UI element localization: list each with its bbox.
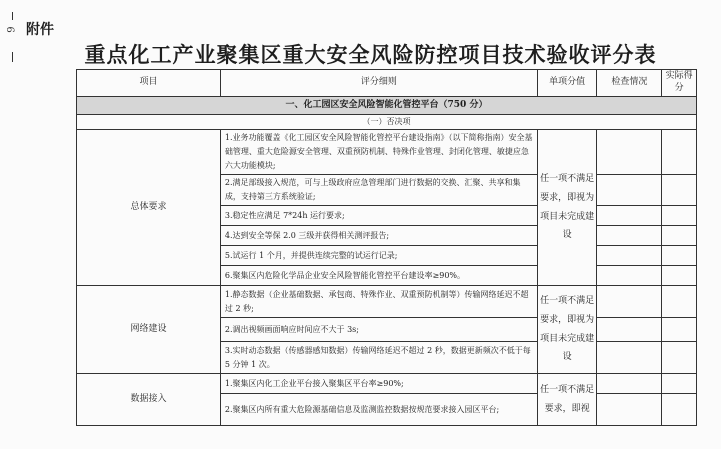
header-item-score: 单项分值	[537, 70, 597, 97]
rule-cell: 5.试运行 1 个月，并提供连续完整的试运行记录;	[220, 246, 537, 266]
header-rule: 评分细则	[220, 70, 537, 97]
subsection-row	[77, 115, 697, 130]
subsection-title: （一）否决项	[77, 115, 697, 130]
actual-score-cell[interactable]	[662, 175, 697, 206]
check-cell[interactable]	[597, 318, 662, 342]
rule-cell: 4.达到安全等保 2.0 三级并获得相关测评报告;	[220, 226, 537, 246]
actual-score-cell[interactable]	[662, 266, 697, 286]
page-number: 9	[6, 26, 18, 33]
rule-cell: 2.调出视频画面响应时间应不大于 3s;	[220, 318, 537, 342]
score-table	[76, 69, 697, 426]
rule-cell: 1.业务功能覆盖《化工园区安全风险智能化管控平台建设指南》（以下简称指南）安全基础管理、重大危险源安全管理、双重预防机制、特殊作业管理、封闭化管理、敏捷应急六大功能模块;	[220, 130, 537, 175]
actual-score-cell[interactable]	[662, 206, 697, 226]
project-cell: 数据接入	[77, 374, 221, 426]
rule-cell: 2.聚集区内所有重大危险源基础信息及监测监控数据按规范要求接入园区平台;	[220, 394, 537, 426]
score-note-cell: 任一项不满足要求，即视为项目未完成建设	[537, 130, 597, 286]
rule-cell: 6.聚集区内危险化学品企业安全风险智能化管控平台建设率≥90%。	[220, 266, 537, 286]
check-cell[interactable]	[597, 286, 662, 318]
table-row	[77, 286, 697, 318]
project-cell: 网络建设	[77, 286, 221, 374]
table-row	[77, 130, 697, 175]
actual-score-cell[interactable]	[662, 226, 697, 246]
check-cell[interactable]	[597, 206, 662, 226]
rule-cell: 3.实时动态数据（传感器感知数据）传输网络延迟不超过 2 秒，数据更新频次不低于每 5 分钟 1 次。	[220, 342, 537, 374]
actual-score-cell[interactable]	[662, 130, 697, 175]
project-cell: 总体要求	[77, 130, 221, 286]
check-cell[interactable]	[597, 130, 662, 175]
check-cell[interactable]	[597, 394, 662, 426]
rule-cell: 2.满足部级接入规范，可与上级政府应急管理部门进行数据的交换、汇聚、共享和集成，支持第三方系统验证;	[220, 175, 537, 206]
actual-score-cell[interactable]	[662, 342, 697, 374]
check-cell[interactable]	[597, 266, 662, 286]
check-cell[interactable]	[597, 246, 662, 266]
table-row	[77, 374, 697, 394]
header-check: 检查情况	[597, 70, 662, 97]
check-cell[interactable]	[597, 226, 662, 246]
attachment-label: 附件	[26, 22, 54, 38]
score-note-cell: 任一项不满足要求，即视	[537, 374, 597, 426]
actual-score-cell[interactable]	[662, 286, 697, 318]
actual-score-cell[interactable]	[662, 246, 697, 266]
rule-cell: 1.静态数据（企业基础数据、承包商、特殊作业、双重预防机制等）传输网络延迟不超过 2 秒;	[220, 286, 537, 318]
section-title: 一、化工园区安全风险智能化管控平台（750 分）	[77, 97, 697, 115]
check-cell[interactable]	[597, 342, 662, 374]
section-row	[77, 97, 697, 115]
actual-score-cell[interactable]	[662, 394, 697, 426]
check-cell[interactable]	[597, 175, 662, 206]
header-project: 项目	[77, 70, 221, 97]
rule-cell: 1.聚集区内化工企业平台接入聚集区平台率≥90%;	[220, 374, 537, 394]
actual-score-cell[interactable]	[662, 374, 697, 394]
header-actual-score: 实际得分	[662, 70, 697, 97]
margin-tick	[12, 12, 13, 20]
table-header-row	[77, 70, 697, 97]
check-cell[interactable]	[597, 374, 662, 394]
document-title: 重点化工产业聚集区重大安全风险防控项目技术验收评分表	[84, 42, 657, 67]
rule-cell: 3.稳定性应满足 7*24h 运行要求;	[220, 206, 537, 226]
score-table-container	[76, 69, 697, 449]
score-note-cell: 任一项不满足要求，即视为项目未完成建设	[537, 286, 597, 374]
actual-score-cell[interactable]	[662, 318, 697, 342]
